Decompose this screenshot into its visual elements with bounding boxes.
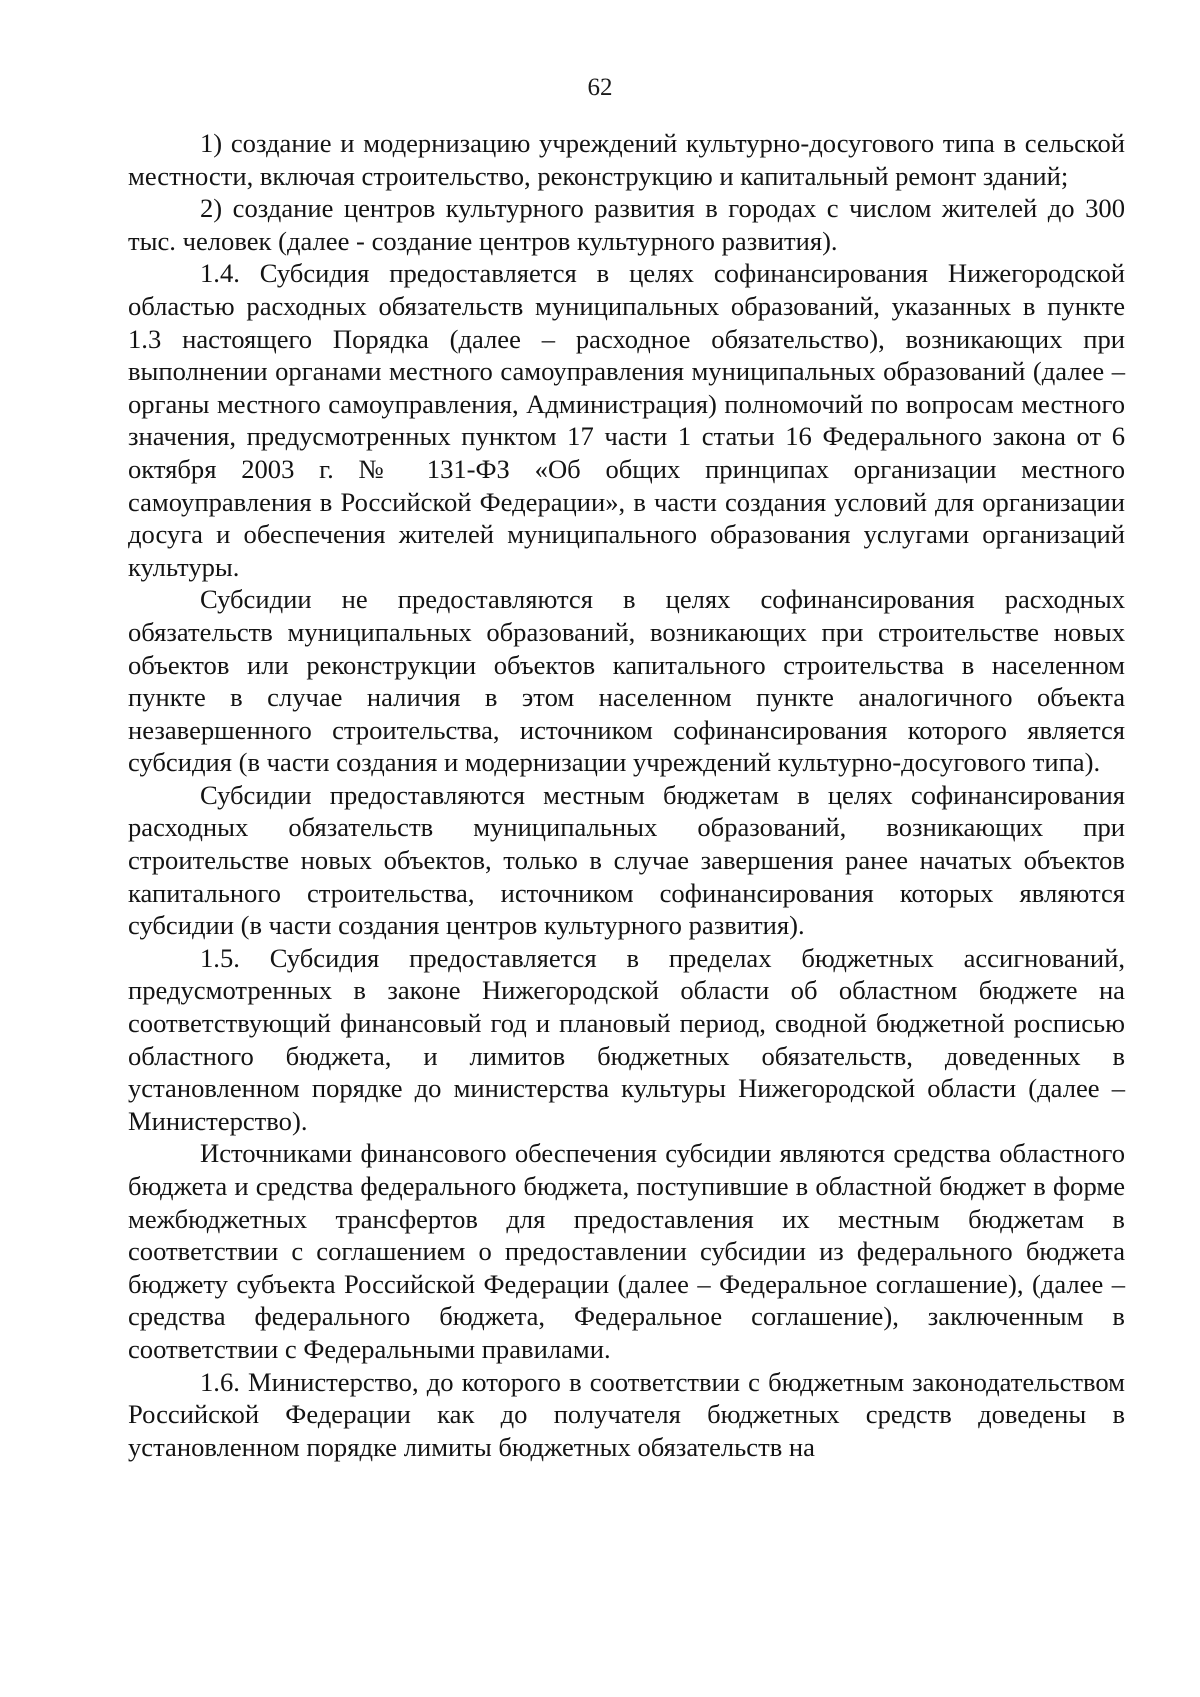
page-number: 62 <box>587 74 613 101</box>
paragraph-item-2: 2) создание центров культурного развития в городах с числом жителей до 300 тыс. человек (далее - создание центров культурного развития). <box>128 193 1125 256</box>
paragraph-1-5: 1.5. Субсидия предоставляется в пределах бюджетных ассигнований, предусмотренных в законе Нижегородской области об областном бюджете на соответствующий финансовый год и плановый период, сводной бюджетной росписью областного бюджета, и лимитов бюджетных обязательств, доведенных в установленном порядке до министерства культуры Нижегородской области (далее – Министерство). <box>128 942 1125 1136</box>
document-body <box>128 127 1125 1463</box>
paragraph-item-1: 1) создание и модернизацию учреждений культурно-досугового типа в сельской местности, включая строительство, реконструкцию и капитальный ремонт зданий; <box>128 128 1125 191</box>
paragraph-subsidy-restriction: Субсидии не предоставляются в целях софинансирования расходных обязательств муниципальных образований, возникающих при строительстве новых объектов или реконструкции объектов капитального строительства в населенном пункте в случае наличия в этом населенном пункте аналогичного объекта незавершенного строительства, источником софинансирования которого является субсидия (в части создания и модернизации учреждений культурно-досугового типа). <box>128 584 1125 778</box>
paragraph-subsidy-new-objects: Субсидии предоставляются местным бюджетам в целях софинансирования расходных обязательств муниципальных образований, возникающих при строительстве новых объектов, только в случае завершения ранее начатых объектов капитального строительства, источником софинансирования которых являются субсидии (в части создания центров культурного развития). <box>128 779 1125 941</box>
paragraph-1-4: 1.4. Субсидия предоставляется в целях софинансирования Нижегородской областью расходных обязательств муниципальных образований, указанных в пункте 1.3 настоящего Порядка (далее – расходное обязательство), возникающих при выполнении органами местного самоуправления муниципальных образований (далее – органы местного самоуправления, Администрация) полномочий по вопросам местного значения, предусмотренных пунктом 17 части 1 статьи 16 Федерального закона от 6 октября 2003 г. № 131-ФЗ «Об общих принципах организации местного самоуправления в Российской Федерации», в части создания условий для организации досуга и обеспечения жителей муниципального образования услугами организаций культуры. <box>128 258 1125 582</box>
paragraph-1-6: 1.6. Министерство, до которого в соответствии с бюджетным законодательством Российской Федерации как до получателя бюджетных средств доведены в установленном порядке лимиты бюджетных обязательств на <box>128 1366 1125 1462</box>
paragraph-funding-sources: Источниками финансового обеспечения субсидии являются средства областного бюджета и средства федерального бюджета, поступившие в областной бюджет в форме межбюджетных трансфертов для предоставления их местным бюджетам в соответствии с соглашением о предоставлении субсидии из федерального бюджета бюджету субъекта Российской Федерации (далее – Федеральное соглашение), (далее – средства федерального бюджета, Федеральное соглашение), заключенным в соответствии с Федеральными правилами. <box>128 1138 1125 1364</box>
